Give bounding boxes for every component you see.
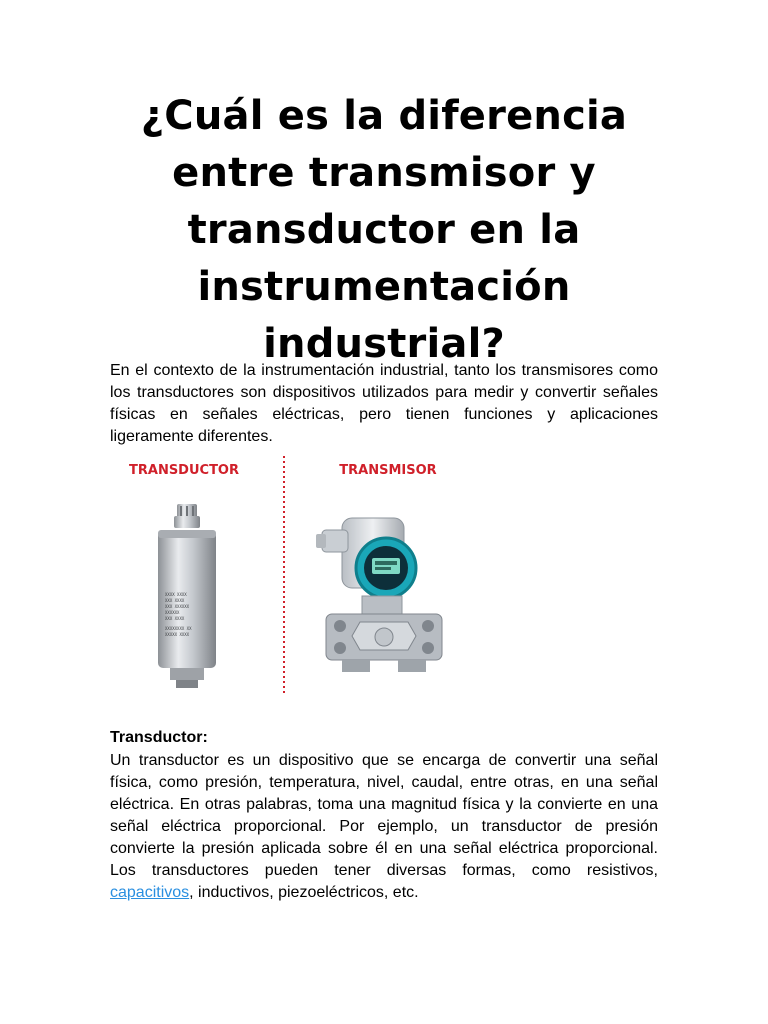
capacitivos-link[interactable]: capacitivos [110,884,190,901]
transductor-text-start: Un transductor es un dispositivo que se encarga de convertir una señal física, como presión, temperatura, nivel, caudal, entre otras, en una señal eléctrica. En otras palabras, toma una magnitud física y la convierte en una señal eléctrica proporcional. Por ejemplo, un transductor de presión convierte la presión aplicada sobre él en una señal eléctrica proporcional. Los transductores pueden tener diversas formas, como resistivos, [110,752,658,879]
intro-paragraph: En el contexto de la instrumentación industrial, tanto los transmisores como los transductores son dispositivos utilizados para medir y convertir señales físicas en señales eléctricas, pero tienen funciones y aplicaciones ligeramente diferentes. [110,362,658,445]
figure-label-transductor: TRANSDUCTOR [129,463,239,478]
figure-illustration [110,446,462,704]
transductor-sensor-image [158,504,216,688]
svg-text:XXXX XXXX: XXXX XXXX [165,592,187,597]
transductor-paragraph [110,750,658,904]
transductor-text-end: , inductivos, piezoeléctricos, etc. [189,884,419,901]
page-title: ¿Cuál es la diferencia entre transmisor y transductor en la instrumentación industrial? [140,93,628,367]
svg-text:XXX XXXX: XXX XXXX [165,598,185,603]
figure-label-transmisor: TRANSMISOR [339,463,437,478]
svg-text:XXXXX XXXX: XXXXX XXXX [165,632,190,637]
transductor-vs-transmisor-figure [110,446,462,704]
section-heading-transductor: Transductor: [110,729,208,746]
svg-text:XXXXXX: XXXXXX [165,610,180,615]
svg-text:XXX XXXX: XXX XXXX [165,616,185,621]
svg-text:XXXXXXXX XX: XXXXXXXX XX [165,626,192,631]
svg-text:XXX XXXXXX: XXX XXXXXX [165,604,190,609]
transmisor-device-image [316,518,442,672]
